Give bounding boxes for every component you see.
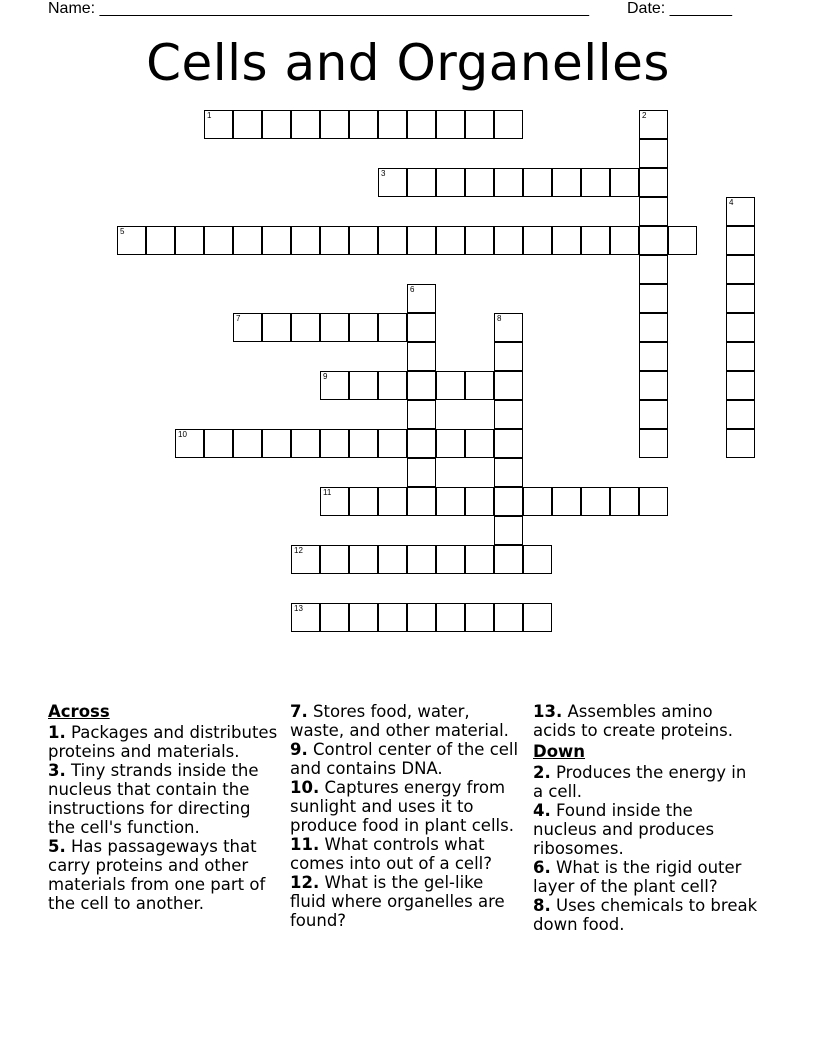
grid-cell[interactable] — [378, 429, 407, 458]
clue-across-12: 12. What is the gel-like fluid where organelles are found? — [290, 873, 505, 930]
grid-cell[interactable] — [465, 110, 494, 139]
grid-cell[interactable] — [494, 458, 523, 487]
grid-cell[interactable] — [494, 168, 523, 197]
clue-number: 8 — [497, 314, 502, 323]
clue-across-5: 5. Has passageways that carry proteins and other materials from one part of the cell to another. — [48, 837, 266, 913]
date-field-label: Date: _______ — [627, 0, 732, 17]
clue-number: 11 — [323, 488, 332, 497]
grid-cell[interactable] — [291, 110, 320, 139]
grid-cell[interactable] — [204, 110, 233, 139]
grid-cell[interactable] — [639, 139, 668, 168]
grid-cell[interactable] — [494, 429, 523, 458]
grid-cell[interactable] — [552, 226, 581, 255]
grid-cell[interactable] — [465, 371, 494, 400]
grid-cell[interactable] — [494, 313, 523, 342]
grid-cell[interactable] — [204, 429, 233, 458]
grid-cell[interactable] — [320, 603, 349, 632]
clue-number: 12 — [294, 546, 303, 555]
grid-cell[interactable] — [726, 342, 755, 371]
grid-cell[interactable] — [494, 226, 523, 255]
grid-cell[interactable] — [407, 284, 436, 313]
grid-cell[interactable] — [436, 226, 465, 255]
grid-cell[interactable] — [378, 487, 407, 516]
grid-cell[interactable] — [639, 342, 668, 371]
grid-cell[interactable] — [436, 487, 465, 516]
down-heading: Down — [533, 742, 586, 761]
grid-cell[interactable] — [349, 226, 378, 255]
grid-cell[interactable] — [436, 545, 465, 574]
grid-cell[interactable] — [407, 371, 436, 400]
grid-cell[interactable] — [262, 313, 291, 342]
clue-number: 5 — [120, 227, 125, 236]
grid-cell[interactable] — [291, 429, 320, 458]
grid-cell[interactable] — [407, 313, 436, 342]
grid-cell[interactable] — [407, 603, 436, 632]
grid-cell[interactable] — [465, 429, 494, 458]
grid-cell[interactable] — [465, 487, 494, 516]
grid-cell[interactable] — [407, 545, 436, 574]
grid-cell[interactable] — [552, 168, 581, 197]
grid-cell[interactable] — [639, 429, 668, 458]
grid-cell[interactable] — [726, 255, 755, 284]
grid-cell[interactable] — [494, 110, 523, 139]
clue-across-9: 9. Control center of the cell and contains DNA. — [290, 740, 519, 778]
grid-cell[interactable] — [407, 168, 436, 197]
grid-cell[interactable] — [465, 545, 494, 574]
grid-cell[interactable] — [378, 603, 407, 632]
grid-cell[interactable] — [407, 458, 436, 487]
clue-across-7: 7. Stores food, water, waste, and other material. — [290, 702, 509, 740]
grid-cell[interactable] — [378, 313, 407, 342]
grid-cell[interactable] — [436, 603, 465, 632]
grid-cell[interactable] — [494, 545, 523, 574]
grid-cell[interactable] — [233, 110, 262, 139]
clue-across-1: 1. Packages and distributes proteins and materials. — [48, 723, 278, 761]
grid-cell[interactable] — [378, 545, 407, 574]
grid-cell[interactable] — [436, 110, 465, 139]
grid-cell[interactable] — [320, 429, 349, 458]
grid-cell[interactable] — [204, 226, 233, 255]
grid-cell[interactable] — [639, 313, 668, 342]
grid-cell[interactable] — [639, 110, 668, 139]
grid-cell[interactable] — [407, 429, 436, 458]
grid-cell[interactable] — [726, 371, 755, 400]
grid-cell[interactable] — [349, 429, 378, 458]
grid-cell[interactable] — [465, 226, 494, 255]
grid-cell[interactable] — [378, 226, 407, 255]
clue-number: 3 — [381, 169, 386, 178]
grid-cell[interactable] — [523, 168, 552, 197]
grid-cell[interactable] — [494, 371, 523, 400]
grid-cell[interactable] — [320, 226, 349, 255]
grid-cell[interactable] — [349, 545, 378, 574]
grid-cell[interactable] — [726, 400, 755, 429]
grid-cell[interactable] — [175, 226, 204, 255]
clue-number: 7 — [236, 314, 241, 323]
grid-cell[interactable] — [639, 400, 668, 429]
grid-cell[interactable] — [523, 545, 552, 574]
grid-cell[interactable] — [726, 197, 755, 226]
clue-number: 6 — [410, 285, 415, 294]
grid-cell[interactable] — [465, 168, 494, 197]
grid-cell[interactable] — [291, 313, 320, 342]
grid-cell[interactable] — [494, 487, 523, 516]
grid-cell[interactable] — [610, 487, 639, 516]
grid-cell[interactable] — [320, 313, 349, 342]
grid-cell[interactable] — [639, 226, 668, 255]
clues-column-3 — [533, 702, 759, 934]
grid-cell[interactable] — [639, 168, 668, 197]
grid-cell[interactable] — [175, 429, 204, 458]
clue-number: 13 — [294, 604, 303, 613]
grid-cell[interactable] — [320, 371, 349, 400]
grid-cell[interactable] — [262, 429, 291, 458]
grid-cell[interactable] — [726, 429, 755, 458]
clue-down-2: 2. Produces the energy in a cell. — [533, 763, 747, 801]
grid-cell[interactable] — [349, 313, 378, 342]
grid-cell[interactable] — [117, 226, 146, 255]
grid-cell[interactable] — [552, 487, 581, 516]
grid-cell[interactable] — [262, 110, 291, 139]
grid-cell[interactable] — [320, 545, 349, 574]
grid-cell[interactable] — [378, 110, 407, 139]
clue-across-11: 11. What controls what comes into out of a cell? — [290, 835, 493, 873]
grid-cell[interactable] — [407, 342, 436, 371]
grid-cell[interactable] — [726, 284, 755, 313]
grid-cell[interactable] — [523, 487, 552, 516]
grid-cell[interactable] — [320, 110, 349, 139]
grid-cell[interactable] — [407, 487, 436, 516]
grid-cell[interactable] — [262, 226, 291, 255]
clues-column-2 — [290, 702, 524, 930]
clue-number: 1 — [207, 111, 212, 120]
grid-cell[interactable] — [494, 342, 523, 371]
grid-cell[interactable] — [494, 516, 523, 545]
grid-cell[interactable] — [668, 226, 697, 255]
clue-number: 2 — [642, 111, 647, 120]
grid-cell[interactable] — [291, 545, 320, 574]
grid-cell[interactable] — [436, 371, 465, 400]
clue-down-4: 4. Found inside the nucleus and produces ribosomes. — [533, 801, 715, 858]
grid-cell[interactable] — [407, 400, 436, 429]
grid-cell[interactable] — [523, 603, 552, 632]
grid-cell[interactable] — [610, 226, 639, 255]
grid-cell[interactable] — [407, 226, 436, 255]
grid-cell[interactable] — [639, 284, 668, 313]
grid-cell[interactable] — [726, 313, 755, 342]
name-field-label: Name: _______________________________________________________ — [48, 0, 589, 17]
grid-cell[interactable] — [407, 110, 436, 139]
grid-cell[interactable] — [610, 168, 639, 197]
grid-cell[interactable] — [726, 226, 755, 255]
grid-cell[interactable] — [581, 226, 610, 255]
grid-cell[interactable] — [349, 487, 378, 516]
grid-cell[interactable] — [436, 429, 465, 458]
grid-cell[interactable] — [233, 429, 262, 458]
grid-cell[interactable] — [639, 197, 668, 226]
grid-cell[interactable] — [436, 168, 465, 197]
grid-cell[interactable] — [378, 168, 407, 197]
grid-cell[interactable] — [639, 255, 668, 284]
grid-cell[interactable] — [349, 603, 378, 632]
clue-down-6: 6. What is the rigid outer layer of the plant cell? — [533, 858, 742, 896]
grid-cell[interactable] — [494, 603, 523, 632]
grid-cell[interactable] — [581, 487, 610, 516]
clue-across-3: 3. Tiny strands inside the nucleus that contain the instructions for directing the cell's function. — [48, 761, 259, 837]
clue-number: 10 — [178, 430, 187, 439]
grid-cell[interactable] — [349, 110, 378, 139]
grid-cell[interactable] — [320, 487, 349, 516]
grid-cell[interactable] — [494, 400, 523, 429]
clue-across-10: 10. Captures energy from sunlight and uses it to produce food in plant cells. — [290, 778, 514, 835]
grid-cell[interactable] — [581, 168, 610, 197]
grid-cell[interactable] — [291, 603, 320, 632]
grid-cell[interactable] — [146, 226, 175, 255]
grid-cell[interactable] — [233, 313, 262, 342]
grid-cell[interactable] — [378, 371, 407, 400]
across-heading: Across — [48, 702, 110, 721]
puzzle-title: Cells and Organelles — [146, 34, 670, 92]
grid-cell[interactable] — [523, 226, 552, 255]
clue-down-8: 8. Uses chemicals to break down food. — [533, 896, 758, 934]
clue-number: 4 — [729, 198, 734, 207]
clue-number: 9 — [323, 372, 328, 381]
grid-cell[interactable] — [349, 371, 378, 400]
grid-cell[interactable] — [233, 226, 262, 255]
clue-across-13: 13. Assembles amino acids to create proteins. — [533, 702, 734, 740]
grid-cell[interactable] — [465, 603, 494, 632]
clues-column-1 — [48, 702, 280, 913]
grid-cell[interactable] — [639, 487, 668, 516]
grid-cell[interactable] — [291, 226, 320, 255]
grid-cell[interactable] — [639, 371, 668, 400]
